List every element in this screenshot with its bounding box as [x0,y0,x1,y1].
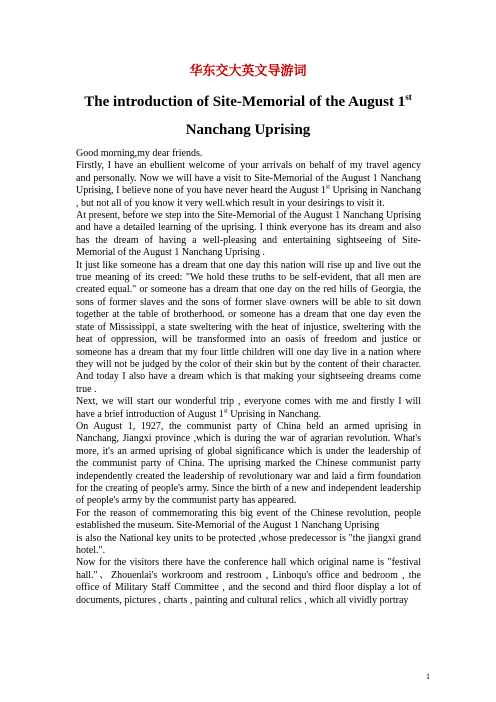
english-title-line-2: Nanchang Uprising [185,122,311,138]
paragraph-next-text: Next, we will start our wonderful trip , everyone comes with me and firstly I will have a brief introduction of August 1 [76,396,421,420]
chinese-title: 华东交大英文导游词 [189,64,307,79]
english-title-superscript: st [405,92,412,102]
paragraph-greeting: Good morning,my dear friends. [76,148,203,159]
paragraph-next-text-after: Uprising in Nanchang. [227,408,322,420]
ordinal-superscript: st [223,408,228,415]
english-title-main: The introduction of Site-Memorial of the August 1 [84,94,406,110]
paragraph-history: On August 1, 1927, the communist party of China held an armed uprising in Nanchang, Jiangxi province ,which is during the war of agrarian revolution. What's more, it's an armed uprising of global significance which is under the leadership of the communist party of China. The uprising marked the Chinese communist party independently created the leadership of revolutionary war and laid a firm foundation for the creating of people's army. Since the birth of a new and independent leadership of people's army by the communist party has appeared. [76,420,421,507]
paragraph-welcome [76,160,421,210]
paragraph-dream: It just like someone has a dream that one day this nation will rise up and live out the true meaning of its creed: "We hold these truths to be self-evident, that all men are created equal." or someone has a dream that one day on the red hills of Georgia, the sons of former slaves and the sons of former slave owners will be able to sit down together at the table of brotherhood. or someone has a dream that one day even the state of Mississippi, a state sweltering with the heat of injustice, sweltering with the heat of oppression, will be transformed into an oasis of freedom and justice or someone has a dream that my four little children will one day live in a nation where they will not be judged by the color of their skin but by the content of their character. And today I also have a dream which is that making your sightseeing dreams come true . [76,259,421,395]
ordinal-superscript: st [325,184,330,191]
paragraph-welcome-text: Firstly, I have an ebullient welcome of your arrivals on behalf of my travel agency and personally. Now we will have a visit to Site-Memorial of the August 1 Nanchang Uprising, I believe none of you have never heard the August 1 [76,160,421,197]
paragraph-museum: For the reason of commemorating this big event of the Chinese revolution, people established the museum. Site-Memorial of the August 1 Nanchang Uprising [76,507,421,532]
paragraph-welcome-text-after: Uprising in Nanchang , but not all of you know it very well.which result in your desirings to visit it. [76,185,421,209]
paragraph-visitors: Now for the visitors there have the conference hall which original name is "festival hall."、Zhouenlai's workroom and restroom , Linboqu's office and bedroom , the office of Military Staff Committee , and the second and third floor display a lot of documents, pictures , charts , painting and cultural relics , which all vividly portray [76,557,421,606]
paragraph-next [76,396,421,421]
english-title-line-1 [0,93,496,111]
page-number: 1 [426,672,430,681]
paragraph-at-present: At present, before we step into the Site-Memorial of the August 1 Nanchang Uprising and have a detailed learning of the uprising. I think everyone has its dream and also has the dream of having a well-pleasing and entertaining sightseeing of Site-Memorial of the August 1 Nanchang Uprising . [76,210,421,259]
paragraph-protected: is also the National key units to be protected ,whose predecessor is "the jiangxi grand hotel.". [76,532,421,556]
body-text [76,148,421,607]
